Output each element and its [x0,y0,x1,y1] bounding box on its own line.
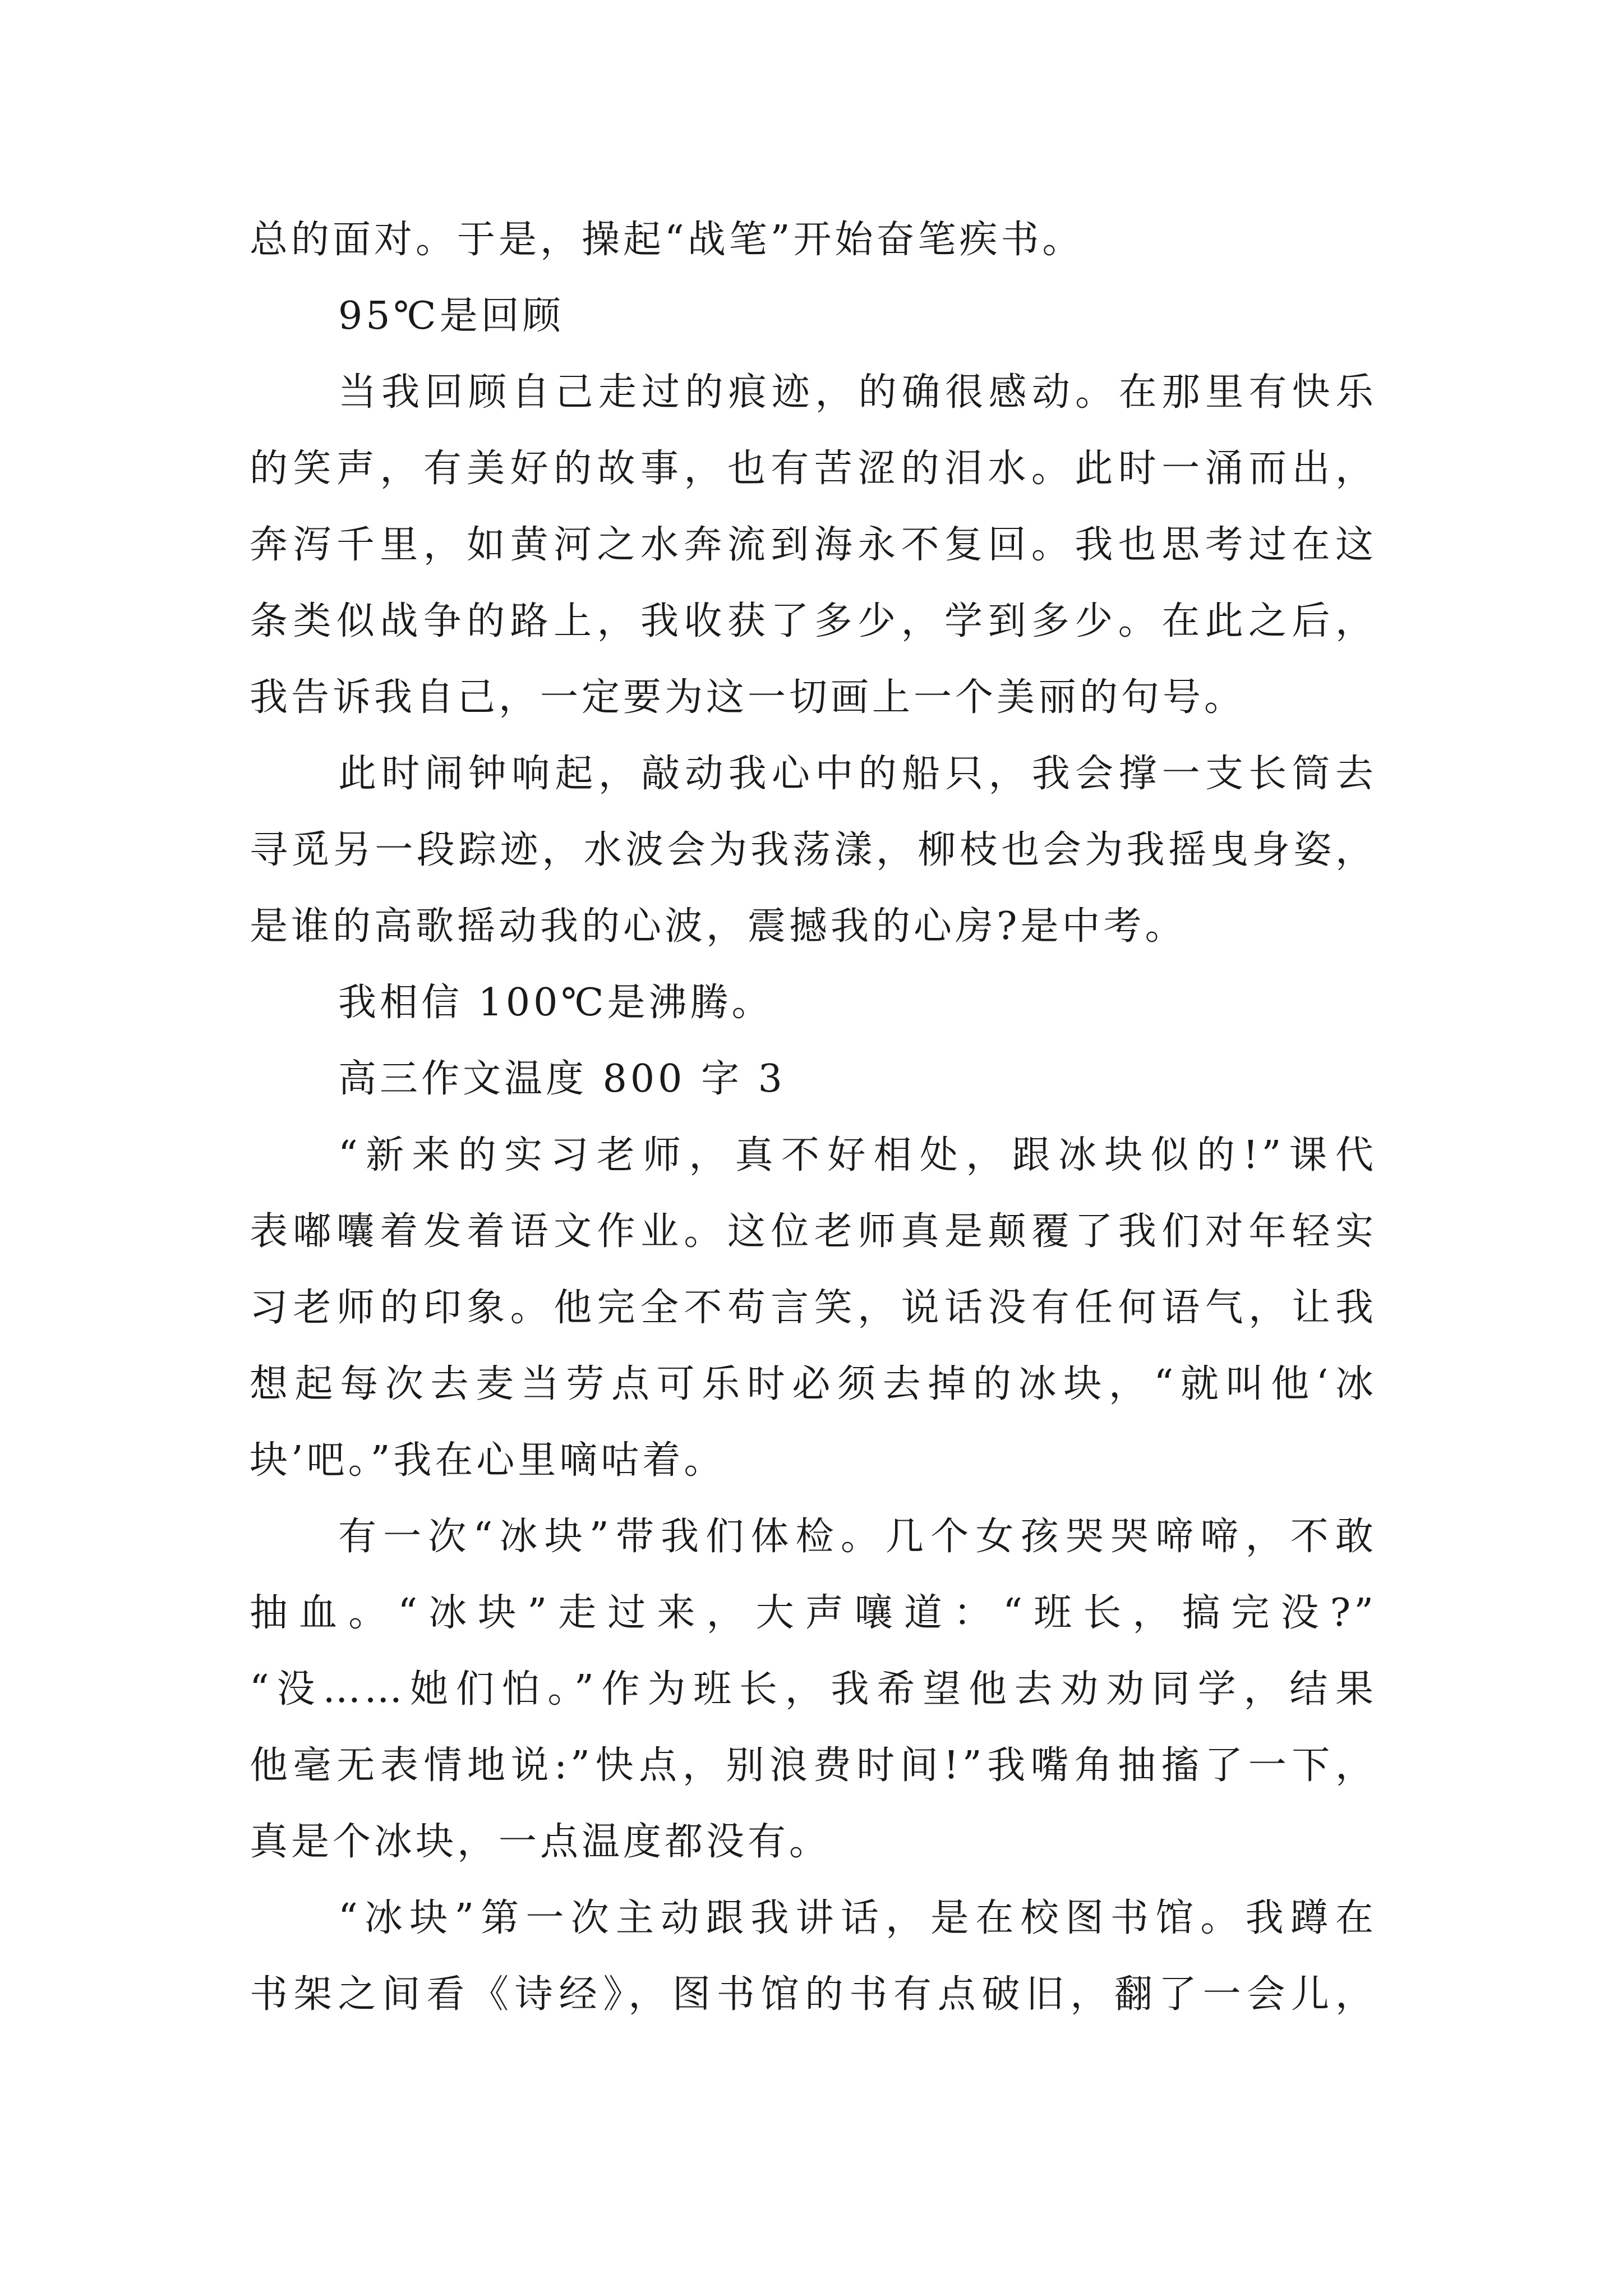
text-line-7: 我告诉我自己，一定要为这一切画上一个美丽的句号。 [250,675,1246,720]
text-line-8: 此时闹钟响起，敲动我心中的船只，我会撑一支长筒去 [338,752,1377,796]
text-line-15: 习老师的印象。他完全不苟言笑，说话没有任何语气，让我 [250,1286,1377,1330]
document-body [250,202,1377,2033]
text-line-16: 想起每次去麦当劳点可乐时必须去掉的冰块，“就叫他‘冰 [250,1362,1377,1406]
text-line-4: 的笑声，有美好的故事，也有苦涩的泪水。此时一涌而出， [250,447,1377,491]
text-line-23: “冰块”第一次主动跟我讲话，是在校图书馆。我蹲在 [338,1896,1377,1940]
text-line-11: 我相信 100℃是沸腾。 [338,981,773,1025]
text-line-22: 真是个冰块，一点温度都没有。 [250,1820,831,1864]
text-line-24: 书架之间看《诗经》，图书馆的书有点破旧，翻了一会儿， [250,1972,1377,2017]
text-line-5: 奔泻千里，如黄河之水奔流到海永不复回。我也思考过在这 [250,523,1377,567]
text-line-14: 表嘟囔着发着语文作业。这位老师真是颠覆了我们对年轻实 [250,1209,1377,1254]
text-line-6: 条类似战争的路上，我收获了多少，学到多少。在此之后， [250,599,1377,643]
text-line-3: 当我回顾自己走过的痕迹，的确很感动。在那里有快乐 [338,370,1377,415]
text-line-10: 是谁的高歌摇动我的心波，震撼我的心房?是中考。 [250,904,1187,949]
text-line-9: 寻觅另一段踪迹，水波会为我荡漾，柳枝也会为我摇曳身姿， [250,828,1377,872]
text-line-17: 块’吧。”我在心里嘀咕着。 [250,1438,726,1483]
text-line-13: “新来的实习老师，真不好相处，跟冰块似的!”课代 [338,1133,1377,1177]
text-line-20: “没……她们怕。”作为班长，我希望他去劝劝同学，结果 [250,1667,1377,1711]
essay-title: 高三作文温度 800 字 3 [338,1057,786,1101]
section-heading-95: 95℃是回顾 [338,294,564,338]
text-line-21: 他毫无表情地说:”快点，别浪费时间!”我嘴角抽搐了一下， [250,1743,1377,1788]
text-line-18: 有一次“冰块”带我们体检。几个女孩哭哭啼啼，不敢 [338,1515,1377,1559]
text-line-19: 抽血。“冰块”走过来，大声嚷道：“班长，搞完没?” [250,1591,1377,1635]
text-line-1: 总的面对。于是，操起“战笔”开始奋笔疾书。 [250,218,1084,262]
